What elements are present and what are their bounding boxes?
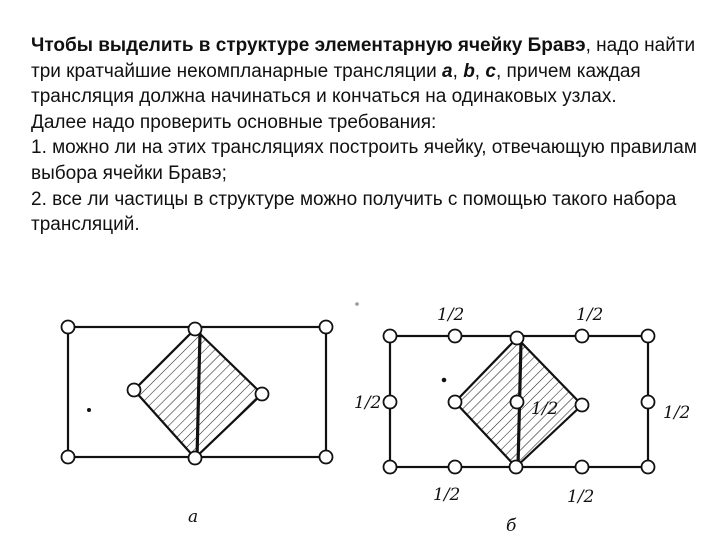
node [576,330,589,343]
node [320,321,333,334]
requirements-heading: Далее надо проверить основные требования: [31,111,437,133]
node [576,399,589,412]
stray-dot [443,379,445,381]
translation-c: c [485,60,496,82]
half-label: 1/2 [567,487,595,507]
node [449,461,462,474]
node [449,330,462,343]
node [320,451,333,464]
intro-text: , надо найти три кратчайшие некомпланарные трансляции [31,35,696,82]
node [189,323,202,336]
node [62,321,75,334]
separator: , [474,60,486,82]
node [642,330,655,343]
figure-a [62,321,333,465]
half-label: 1/2 [354,393,382,413]
figure-b [384,330,655,474]
translation-a: a [442,60,453,82]
stray-dot [88,409,90,411]
intro-bold: Чтобы выделить в структуре элементарную ячейку Бравэ [31,35,586,56]
node [384,396,397,409]
caption-a: а [188,507,199,527]
node [510,461,523,474]
node [256,388,269,401]
node [576,461,589,474]
separator: , [452,60,464,82]
node [642,396,655,409]
intro-text-end: , причем каждая трансляция должна начинаться и кончаться на одинаковых узлах. [31,60,641,108]
half-label: 1/2 [663,403,691,423]
requirement-2: 2. все ли частицы в структуре можно получить с помощью такого набора трансляций. [31,188,677,236]
node [189,452,202,465]
half-label: 1/2 [437,305,465,325]
half-label: 1/2 [576,305,604,325]
half-label: 1/2 [433,485,461,505]
node [384,330,397,343]
node [128,384,141,397]
node [62,451,75,464]
node [511,332,524,345]
stray-dot [355,302,359,306]
half-label: 1/2 [531,399,559,419]
node [384,461,397,474]
translation-b: b [463,60,475,82]
node [642,461,655,474]
node [449,396,462,409]
node [511,396,524,409]
requirement-1: 1. можно ли на этих трансляциях построить ячейку, отвечающую правилам выбора ячейки Бравэ; [31,137,697,184]
caption-b: б [506,516,517,536]
